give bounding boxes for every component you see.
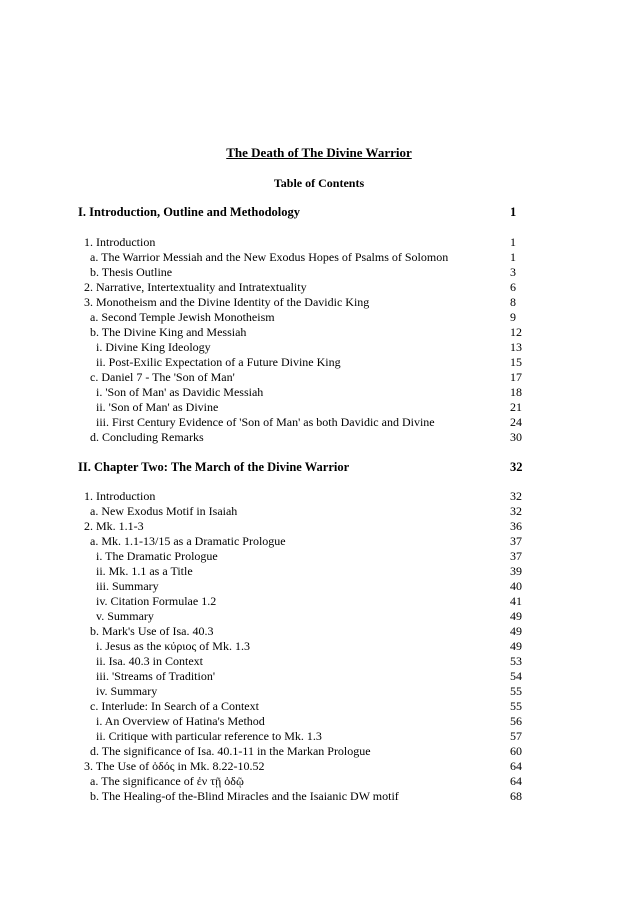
toc-entry-label: ii. 'Son of Man' as Divine [96,400,219,414]
toc-page-number: 64 [510,759,522,773]
toc-row [78,265,538,280]
toc-entry-label: 1. Introduction [84,235,156,249]
toc-entry-label: 2. Narrative, Intertextuality and Intratextuality [84,280,307,294]
toc-entry-label: ii. Mk. 1.1 as a Title [96,564,193,578]
toc-page-number: 56 [510,714,522,728]
toc-page-number: 36 [510,519,522,533]
toc-row [78,594,538,609]
toc-entry-label: b. Thesis Outline [90,265,173,279]
toc-page-number: 1 [510,250,516,264]
toc-entry-label: a. Second Temple Jewish Monotheism [90,310,275,324]
toc-page-number: 37 [510,549,522,563]
toc-row [78,415,538,430]
toc-page-number: 30 [510,430,522,444]
toc-entry-label: 3. The Use of ὁδός in Mk. 8.22-10.52 [84,759,265,773]
toc-entry-label: c. Interlude: In Search of a Context [90,699,259,713]
toc-entry-label: i. 'Son of Man' as Davidic Messiah [96,385,264,399]
toc-row [78,564,538,579]
toc-entry-label: i. The Dramatic Prologue [96,549,218,563]
toc-row [78,774,538,789]
toc-page-number: 55 [510,699,522,713]
toc-row [78,340,538,355]
toc-entry-label: II. Chapter Two: The March of the Divine Warrior [78,460,350,474]
toc-row [78,370,538,385]
toc-row [78,789,538,804]
toc-section-row [78,460,538,475]
toc-row [78,639,538,654]
toc-row [78,400,538,415]
toc-page-number: 57 [510,729,522,743]
toc-page-number: 41 [510,594,522,608]
toc-row [78,385,538,400]
toc-page-number: 24 [510,415,522,429]
toc-page-number: 32 [510,489,522,503]
toc-row [78,549,538,564]
document-title: The Death of The Divine Warrior [226,145,412,160]
toc-row [78,295,538,310]
toc-page-number: 60 [510,744,522,758]
toc-row [78,579,538,594]
toc-entry-label: ii. Critique with particular reference to Mk. 1.3 [96,729,322,743]
toc-page-number: 32 [510,504,522,518]
toc-page-number: 9 [510,310,516,324]
toc-entry-label: b. The Healing-of the-Blind Miracles and the Isaianic DW motif [90,789,399,803]
toc-row [78,235,538,250]
toc-entry-label: ii. Isa. 40.3 in Context [96,654,203,668]
toc-page-number: 15 [510,355,522,369]
toc-page-number: 8 [510,295,516,309]
toc-page-number: 1 [510,235,516,249]
toc-entry-label: a. New Exodus Motif in Isaiah [90,504,238,518]
toc-row [78,519,538,534]
toc-row [78,744,538,759]
toc-heading: Table of Contents [273,176,365,190]
toc-entry-label: iii. 'Streams of Tradition' [96,669,215,683]
toc-page-number: 49 [510,624,522,638]
toc-page-number: 3 [510,265,516,279]
toc-page-number: 68 [510,789,522,803]
toc-entry-label: iii. Summary [96,579,159,593]
toc-entry-label: 3. Monotheism and the Divine Identity of the Davidic King [84,295,370,309]
toc-entry-label: iv. Summary [96,684,158,698]
toc-page-number: 64 [510,774,522,788]
toc-page-number: 54 [510,669,522,683]
toc-row [78,280,538,295]
toc-entry-label: 1. Introduction [84,489,156,503]
toc-row [78,609,538,624]
toc-page-number: 49 [510,639,522,653]
toc-page-number: 12 [510,325,522,339]
toc-row [78,310,538,325]
toc-entry-label: a. The significance of ἐν τῇ ὁδῷ [90,774,244,788]
toc-entry-label: iii. First Century Evidence of 'Son of Man' as both Davidic and Divine [96,415,435,429]
toc-entry-label: c. Daniel 7 - The 'Son of Man' [90,370,235,384]
toc-page-number: 21 [510,400,522,414]
toc-row [78,699,538,714]
toc-page-number: 37 [510,534,522,548]
toc-entry-label: i. An Overview of Hatina's Method [96,714,265,728]
toc-page-number: 53 [510,654,522,668]
toc-row [78,759,538,774]
toc-section-row [78,205,538,220]
toc-page-number: 1 [510,205,517,219]
toc-row [78,534,538,549]
toc-row [78,325,538,340]
toc-page-number: 39 [510,564,522,578]
toc-entry-label: d. Concluding Remarks [90,430,204,444]
toc-row [78,684,538,699]
toc-row [78,729,538,744]
toc-page-number: 32 [510,460,523,474]
toc-row [78,669,538,684]
toc-entry-label: b. Mark's Use of Isa. 40.3 [90,624,214,638]
toc-page-number: 6 [510,280,516,294]
toc-page-number: 40 [510,579,522,593]
toc-entry-label: v. Summary [96,609,154,623]
toc-entry-label: iv. Citation Formulae 1.2 [96,594,217,608]
toc-entry-label: I. Introduction, Outline and Methodology [78,205,301,219]
toc-entry-label: i. Divine King Ideology [96,340,211,354]
toc-row [78,250,538,265]
toc-row [78,504,538,519]
toc-row [78,355,538,370]
toc-entry-label: 2. Mk. 1.1-3 [84,519,144,533]
toc-entry-label: a. Mk. 1.1-13/15 as a Dramatic Prologue [90,534,286,548]
toc-entry-label: a. The Warrior Messiah and the New Exodus Hopes of Psalms of Solomon [90,250,449,264]
toc-entry-label: i. Jesus as the κύριος of Mk. 1.3 [96,639,250,653]
toc-page-number: 55 [510,684,522,698]
toc-entry-label: ii. Post-Exilic Expectation of a Future Divine King [96,355,341,369]
toc-row [78,654,538,669]
toc-row [78,624,538,639]
toc-page-number: 13 [510,340,522,354]
toc-page-number: 17 [510,370,522,384]
toc-row [78,430,538,445]
toc-row [78,489,538,504]
toc-entry-label: b. The Divine King and Messiah [90,325,247,339]
toc-row [78,714,538,729]
toc-entry-label: d. The significance of Isa. 40.1-11 in the Markan Prologue [90,744,371,758]
toc-page-number: 49 [510,609,522,623]
toc-page-number: 18 [510,385,522,399]
